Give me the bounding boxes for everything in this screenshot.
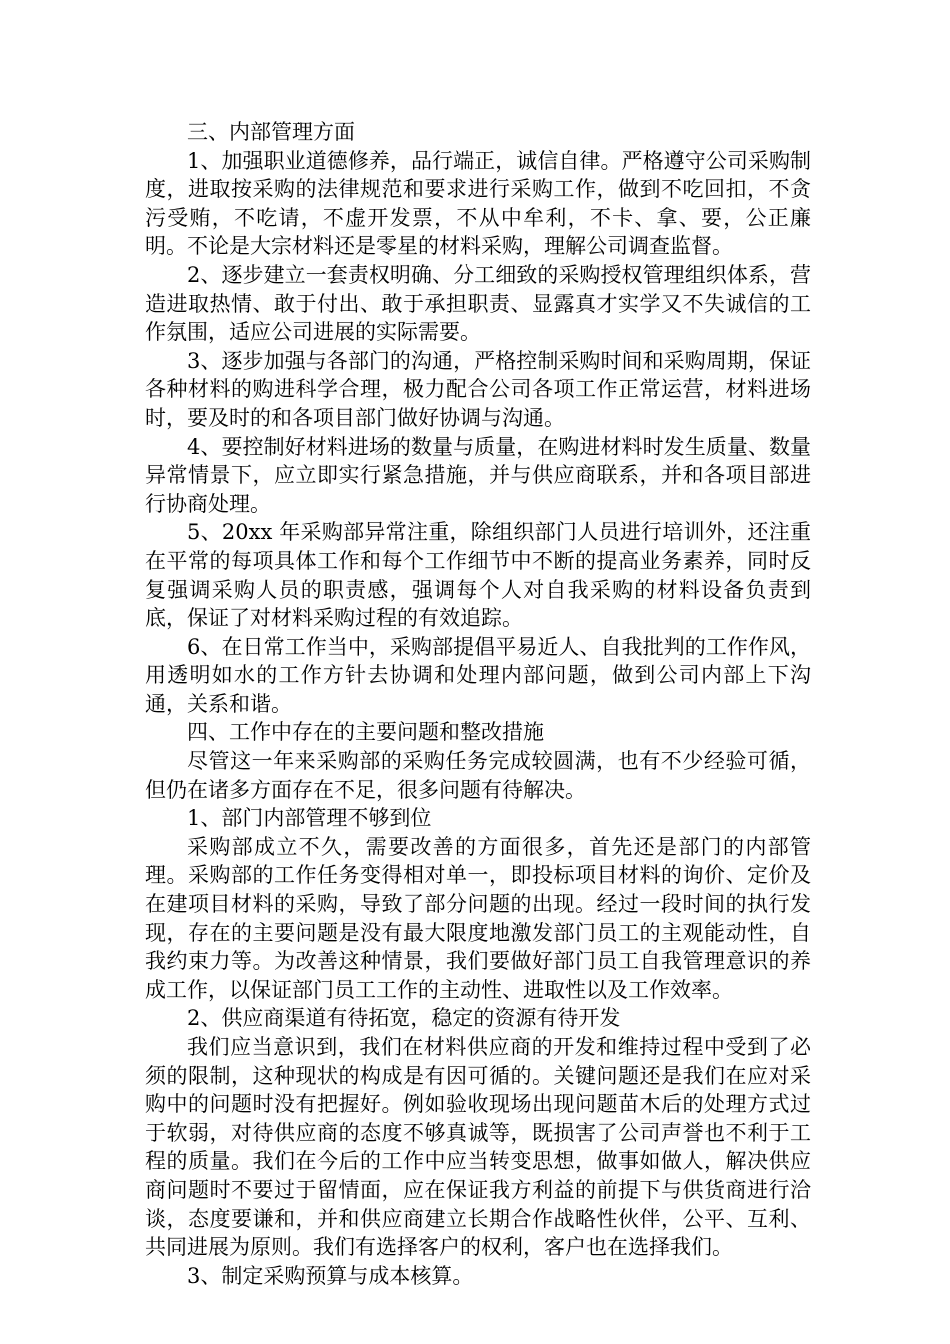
subheading-budget-and-cost: 3、制定采购预算与成本核算。 xyxy=(187,1263,474,1288)
section-heading-internal-management: 三、内部管理方面 xyxy=(187,120,355,144)
section-heading-problems-and-measures: 四、工作中存在的主要问题和整改措施 xyxy=(187,720,544,745)
subheading-supplier-channels: 2、供应商渠道有待拓宽，稳定的资源有待开发 xyxy=(187,1006,621,1031)
paragraph-supplier-channels-detail: 我们应当意识到，我们在材料供应商的开发和维持过程中受到了必须的限制，这种现状的构成是有因可循的。关键问题还是我们在应对采购中的问题时没有把握好。例如验收现场出现问题苗木后的处理方式过于软弱，对待供应商的态度不够真诚等，既损害了公司声誉也不利于工程的质量。我们在今后的工作中应当转变思想，做事如做人，解决供应商问题时不要过于留情面，应在保证我方利益的前提下与供货商进行洽谈，态度要谦和，并和供应商建立长期合作战略性伙伴，公平、互利、共同进展为原则。我们有选择客户的权利，客户也在选择我们。 xyxy=(145,1035,811,1260)
paragraph-work-style: 6、在日常工作当中，采购部提倡平易近人、自我批判的工作作风，用透明如水的工作方针去协调和处理内部问题，做到公司内部上下沟通，关系和谐。 xyxy=(145,634,811,716)
paragraph-staff-training: 5、20xx 年采购部异常注重，除组织部门人员进行培训外，还注重在平常的每项具体工作和每个工作细节中不断的提高业务素养，同时反复强调采购人员的职责感，强调每个人对自我采购的材料设备负责到底，保证了对材料采购过程的有效追踪。 xyxy=(145,520,811,631)
document-body xyxy=(145,118,811,1290)
subheading-internal-management-issue: 1、部门内部管理不够到位 xyxy=(187,806,432,831)
paragraph-problems-overview: 尽管这一年来采购部的采购任务完成较圆满，也有不少经验可循，但仍在诸多方面存在不足，很多问题有待解决。 xyxy=(145,749,811,802)
paragraph-department-communication: 3、逐步加强与各部门的沟通，严格控制采购时间和采购周期，保证各种材料的购进科学合理，极力配合公司各项工作正常运营，材料进场时，要及时的和各项目部门做好协调与沟通。 xyxy=(145,348,811,430)
paragraph-internal-management-detail: 采购部成立不久，需要改善的方面很多，首先还是部门的内部管理。采购部的工作任务变得相对单一，即投标项目材料的询价、定价及在建项目材料的采购，导致了部分问题的出现。经过一段时间的执行发现，存在的主要问题是没有最大限度地激发部门员工的主观能动性，自我约束力等。为改善这种情景，我们要做好部门员工自我管理意识的养成工作，以保证部门员工工作的主动性、进取性以及工作效率。 xyxy=(145,834,811,1002)
paragraph-material-quality-control: 4、要控制好材料进场的数量与质量，在购进材料时发生质量、数量异常情景下，应立即实行紧急措施，并与供应商联系，并和各项目部进行协商处理。 xyxy=(145,434,811,516)
paragraph-professional-ethics: 1、加强职业道德修养，品行端正，诚信自律。严格遵守公司采购制度，进取按采购的法律规范和要求进行采购工作，做到不吃回扣，不贪污受贿，不吃请，不虚开发票，不从中牟利，不卡、拿、要，公正廉明。不论是大宗材料还是零星的材料采购，理解公司调查监督。 xyxy=(145,148,811,259)
paragraph-authorization-system: 2、逐步建立一套责权明确、分工细致的采购授权管理组织体系，营造进取热情、敢于付出、敢于承担职责、显露真才实学又不失诚信的工作氛围，适应公司进展的实际需要。 xyxy=(145,262,811,345)
